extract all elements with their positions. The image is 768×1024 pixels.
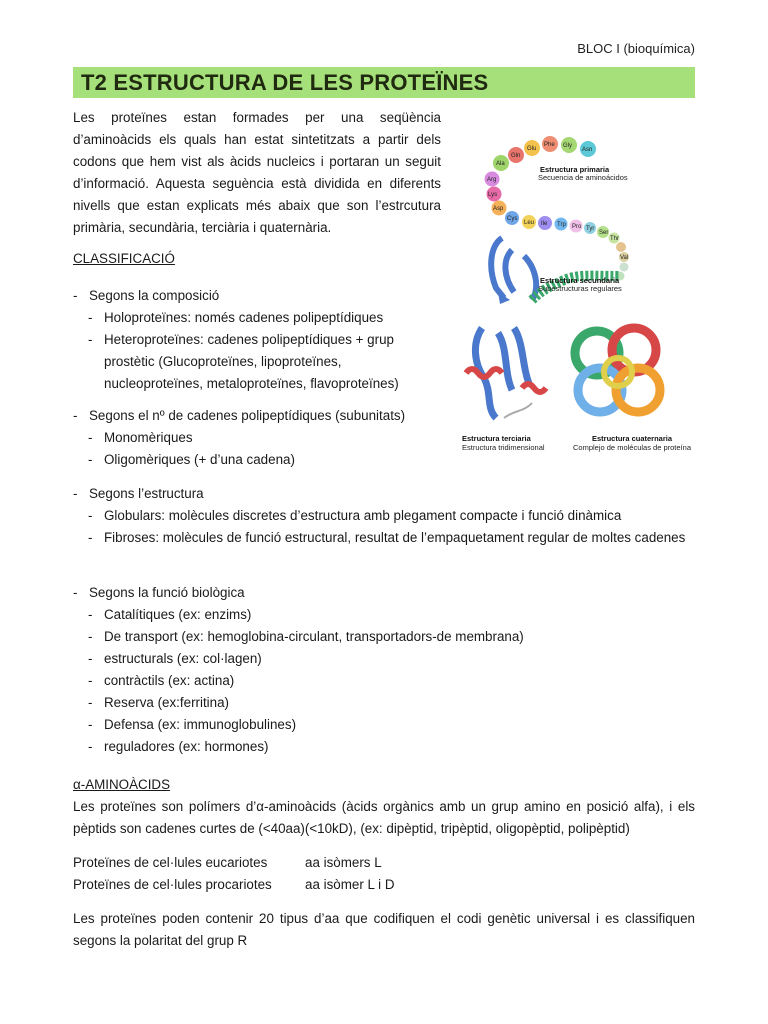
list-item: - Holoproteïnes: només cadenes polipeptídiques bbox=[73, 307, 695, 329]
aa-label-1: Glu bbox=[527, 146, 537, 152]
page-title: T2 ESTRUCTURA DE LES PROTEÏNES bbox=[81, 70, 489, 95]
aa-label-8: Asp bbox=[493, 206, 504, 212]
tertiary-title: Estructura terciaria bbox=[462, 434, 531, 443]
list-item: - De transport (ex: hemoglobina-circulant, transportadors-de membrana) bbox=[73, 626, 695, 648]
aa-label-3: Gly bbox=[563, 143, 572, 149]
secondary-subtitle: Subestructuras regulares bbox=[538, 284, 622, 293]
aa-label-4: Asn bbox=[582, 147, 593, 153]
tertiary-subtitle: Estructura tridimensional bbox=[462, 443, 545, 452]
quaternary-subtitle: Complejo de moléculas de proteína bbox=[573, 443, 691, 452]
row-value: aa isòmers L bbox=[305, 855, 382, 870]
list-item: - Fibroses: molècules de funció estructural, resultat de l’empaquetament regular de moltes cadenes bbox=[73, 527, 695, 549]
list-item: - Monomèriques bbox=[73, 427, 695, 449]
classification-list bbox=[73, 285, 695, 395]
table-row bbox=[73, 852, 382, 874]
aa-label-2: Phe bbox=[544, 142, 555, 148]
row-label: Proteïnes de cel·lules eucariotes bbox=[73, 855, 268, 870]
aa-label-16: Thr bbox=[610, 236, 619, 242]
primary-title: Estructura primaria bbox=[540, 165, 610, 174]
group-function: - Segons la funció biològica bbox=[73, 582, 695, 604]
list-item: - Defensa (ex: immunoglobulines) bbox=[73, 714, 695, 736]
aminoacids-paragraph: Les proteïnes son polímers d’α-aminoàcids (àcids orgànics amb un grup amino en posició alfa), i els pèptids son cadenes curtes de (<40aa)(<10kD), (ex: dipèptid, tripèptid, oligopèptid, polipèptid) bbox=[73, 799, 695, 836]
list-item: - contràctils (ex: actina) bbox=[73, 670, 695, 692]
title-bar bbox=[73, 67, 695, 98]
list-item: - estructurals (ex: col·lagen) bbox=[73, 648, 695, 670]
row-value: aa isòmer L i D bbox=[305, 877, 395, 892]
group-structure: - Segons l’estructura bbox=[73, 483, 695, 505]
aa-label-13: Pro bbox=[572, 224, 582, 230]
row-label: Proteïnes de cel·lules procariotes bbox=[73, 877, 272, 892]
aa-label-0: Gln bbox=[511, 153, 521, 159]
polarity-paragraph: Les proteïnes poden contenir 20 tipus d’aa que codifiquen el codi genètic universal i es classifiquen segons la polaritat del grup R bbox=[73, 911, 695, 948]
intro-paragraph: Les proteïnes estan formades per una seqüència d’aminoàcids els quals han estat sintetitzats a partir dels codons que hem vist als àcids nucleics i portaran un seguit d’informació. Aquesta seguència està dividida en diferents nivells que estan explicats més abaix que son l’estrcutura primària, secundària, terciària i quaternària. bbox=[73, 110, 441, 235]
header-note: BLOC I (bioquímica) bbox=[577, 41, 695, 56]
list-item: - Catalítiques (ex: enzims) bbox=[73, 604, 695, 626]
list-item: - Globulars: molècules discretes d’estructura amb plegament compacte i funció dinàmica bbox=[73, 505, 695, 527]
aa-label-10: Leu bbox=[524, 220, 535, 226]
list-item: - Oligomèriques (+ d’una cadena) bbox=[73, 449, 695, 471]
classification-list-2 bbox=[73, 405, 695, 471]
aa-label-12: Trp bbox=[557, 222, 566, 228]
quaternary-title: Estructura cuaternaria bbox=[592, 434, 673, 443]
aa-label-6: Arg bbox=[487, 177, 497, 183]
aa-label-17: Val bbox=[620, 255, 629, 261]
aa-label-9: Cys bbox=[507, 216, 518, 222]
aminoacids-heading: α-AMINOÀCIDS bbox=[73, 777, 171, 792]
aa-label-7: Lys bbox=[488, 192, 498, 198]
classification-list-4 bbox=[73, 582, 695, 758]
aa-label-14: Tyr bbox=[586, 226, 595, 232]
list-item: - Heteroproteïnes: cadenes polipeptídiques + grup prostètic (Glucoproteïnes, lipoproteïnes, nucleoproteïnes, metaloproteïnes, flavoproteïnes) bbox=[73, 329, 414, 395]
list-item: - reguladores (ex: hormones) bbox=[73, 736, 695, 758]
classificacio-heading: CLASSIFICACIÓ bbox=[73, 251, 175, 266]
aa-label-15: Ser bbox=[599, 230, 609, 236]
table-row bbox=[73, 874, 395, 896]
secondary-title: Estructura secundaria bbox=[540, 276, 620, 285]
primary-subtitle: Secuencia de aminoácidos bbox=[538, 173, 628, 182]
list-item: - Reserva (ex:ferritina) bbox=[73, 692, 695, 714]
group-composition: - Segons la composició bbox=[73, 285, 695, 307]
aa-label-11: Ile bbox=[541, 221, 548, 227]
classification-list-3 bbox=[73, 483, 695, 549]
aa-label-5: Ala bbox=[496, 161, 505, 167]
group-subunits: - Segons el nº de cadenes polipeptídiques (subunitats) bbox=[73, 405, 695, 427]
